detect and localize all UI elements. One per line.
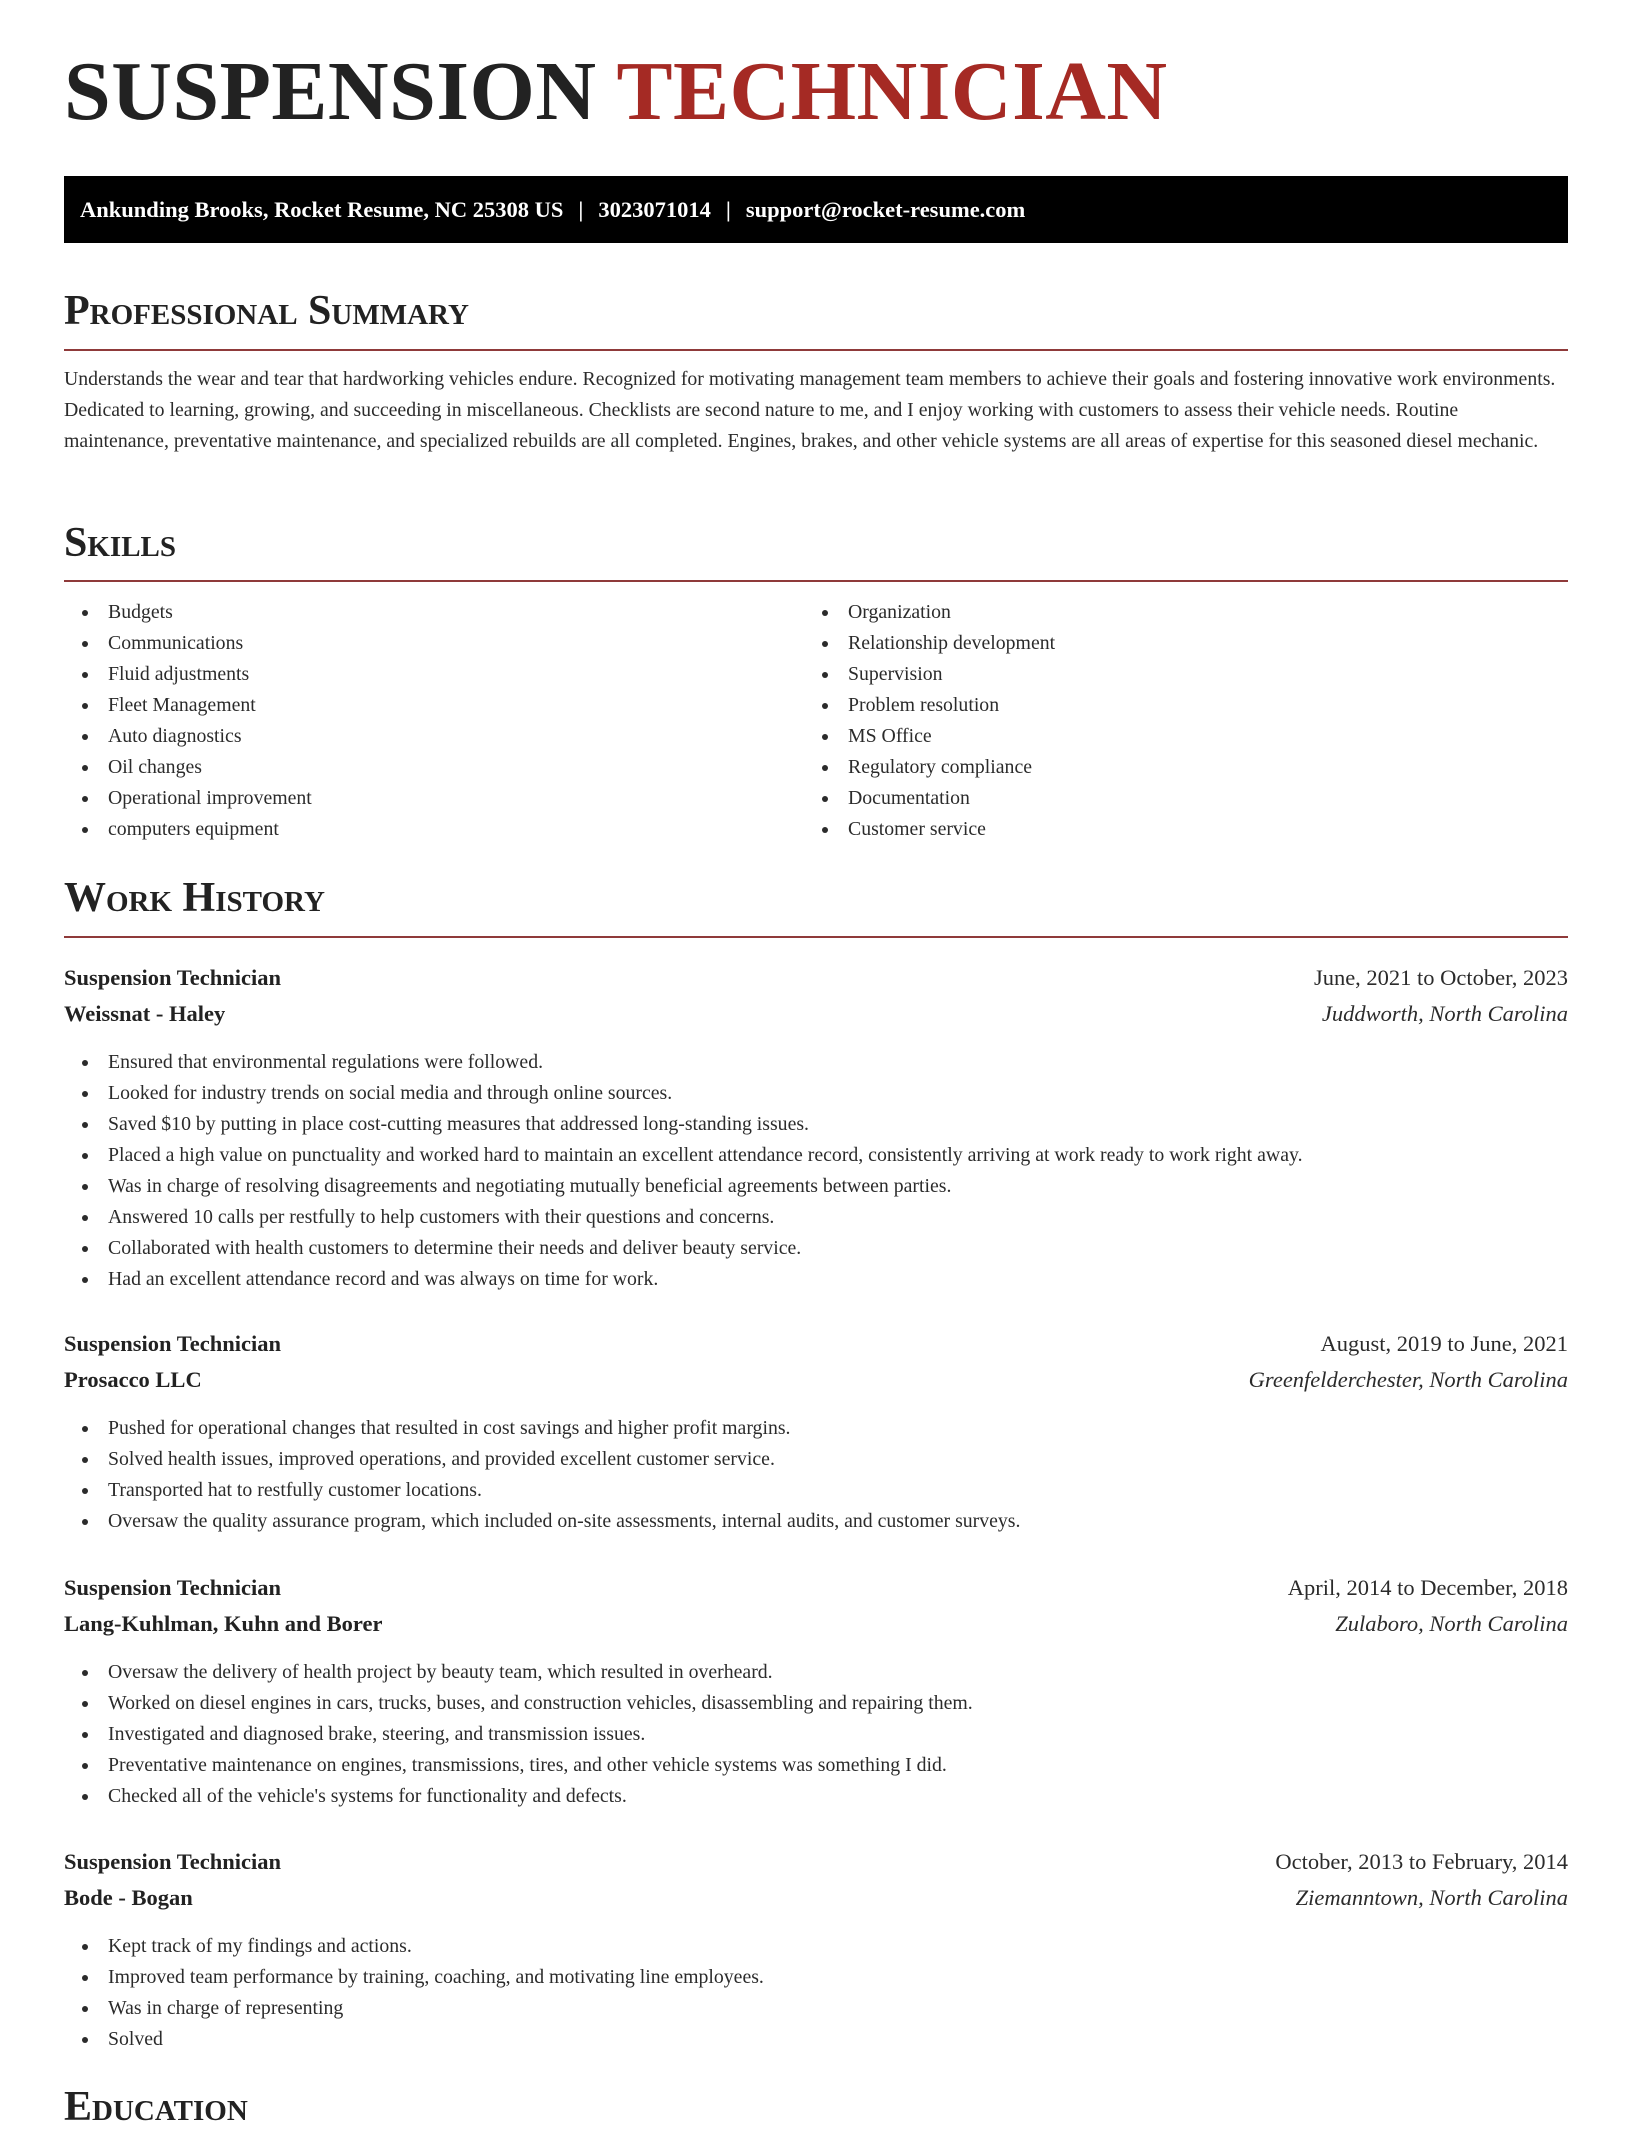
- contact-phone: 3023071014: [598, 196, 711, 222]
- job-duty: Had an excellent attendance record and was always on time for work.: [64, 1264, 1568, 1295]
- name-last: TECHNICIAN: [616, 45, 1168, 138]
- job-dates: June, 2021 to October, 2023: [1313, 965, 1568, 990]
- skill-item: Documentation: [804, 783, 1568, 814]
- job-duty: Was in charge of resolving disagreements and negotiating mutually beneficial agreements between parties.: [64, 1171, 1568, 1202]
- skill-item: Fluid adjustments: [64, 659, 804, 690]
- job-company-row: [64, 1365, 1568, 1395]
- job-company-row: [64, 999, 1568, 1029]
- job-duty: Was in charge of representing: [64, 1993, 1568, 2024]
- job-company-row: [64, 1883, 1568, 1913]
- skill-item: computers equipment: [64, 814, 804, 845]
- job-duty: Ensured that environmental regulations were followed.: [64, 1047, 1568, 1078]
- section-divider: [64, 349, 1568, 351]
- job-duty: Preventative maintenance on engines, transmissions, tires, and other vehicle systems was something I did.: [64, 1750, 1568, 1781]
- job-company: Prosacco LLC: [64, 1367, 202, 1392]
- contact-separator: |: [578, 196, 584, 222]
- section-title-summary: Professional Summary: [64, 288, 469, 334]
- skills-list-left: [64, 597, 804, 845]
- section-title-education: Education: [64, 2084, 248, 2130]
- job-duty: Worked on diesel engines in cars, trucks, buses, and construction vehicles, disassembling and repairing them.: [64, 1688, 1568, 1719]
- name-first: SUSPENSION: [64, 45, 597, 138]
- resume-name: [64, 45, 1168, 138]
- job-duty: Saved $10 by putting in place cost-cutting measures that addressed long-standing issues.: [64, 1109, 1568, 1140]
- job-duty: Solved health issues, improved operations, and provided excellent customer service.: [64, 1444, 1568, 1475]
- job-location: Juddworth, North Carolina: [1321, 1001, 1568, 1026]
- job-duties-list: [64, 1657, 1568, 1812]
- job-dates: October, 2013 to February, 2014: [1275, 1849, 1568, 1874]
- section-divider: [64, 580, 1568, 582]
- job-duty: Checked all of the vehicle's systems for functionality and defects.: [64, 1781, 1568, 1812]
- skill-item: Problem resolution: [804, 690, 1568, 721]
- job-duty: Oversaw the quality assurance program, which included on-site assessments, internal audits, and customer surveys.: [64, 1506, 1568, 1537]
- job-title: Suspension Technician: [64, 1849, 281, 1874]
- job-company: Lang-Kuhlman, Kuhn and Borer: [64, 1611, 383, 1636]
- contact-email: support@rocket-resume.com: [745, 196, 1026, 222]
- job-duty: Investigated and diagnosed brake, steering, and transmission issues.: [64, 1719, 1568, 1750]
- contact-bar: [64, 176, 1568, 243]
- job-location: Zulaboro, North Carolina: [1335, 1611, 1568, 1636]
- job-title: Suspension Technician: [64, 965, 281, 990]
- summary-text: Understands the wear and tear that hardworking vehicles endure. Recognized for motivating management team members to achieve their goals and fostering innovative work environments. Dedicated to learning, growing, and succeeding in miscellaneous. Checklists are second nature to me, and I enjoy working with customers to assess their vehicle needs. Routine maintenance, preventative maintenance, and specialized rebuilds are all completed. Engines, brakes, and other vehicle systems are all areas of expertise for this seasoned diesel mechanic.: [64, 368, 1556, 452]
- job-dates: April, 2014 to December, 2018: [1287, 1575, 1568, 1600]
- skill-item: Customer service: [804, 814, 1568, 845]
- job-title-row: [64, 1329, 1568, 1359]
- job-duties-list: [64, 1931, 1568, 2055]
- job-duty: Placed a high value on punctuality and worked hard to maintain an excellent attendance record, consistently arriving at work ready to work right away.: [64, 1140, 1568, 1171]
- job-duty: Improved team performance by training, coaching, and motivating line employees.: [64, 1962, 1568, 1993]
- section-title-skills: Skills: [64, 520, 177, 566]
- skill-item: Fleet Management: [64, 690, 804, 721]
- contact-separator: |: [725, 196, 731, 222]
- job-location: Ziemanntown, North Carolina: [1295, 1885, 1568, 1910]
- skill-item: Communications: [64, 628, 804, 659]
- job-company-row: [64, 1609, 1568, 1639]
- section-title-work-history: Work History: [64, 875, 325, 921]
- job-company: Bode - Bogan: [64, 1885, 193, 1910]
- job-location: Greenfelderchester, North Carolina: [1248, 1367, 1568, 1392]
- job-duty: Transported hat to restfully customer locations.: [64, 1475, 1568, 1506]
- skill-item: Organization: [804, 597, 1568, 628]
- job-duty: Pushed for operational changes that resulted in cost savings and higher profit margins.: [64, 1413, 1568, 1444]
- job-duty: Oversaw the delivery of health project by beauty team, which resulted in overheard.: [64, 1657, 1568, 1688]
- skills-list-right: [804, 597, 1568, 845]
- job-duties-list: [64, 1413, 1568, 1537]
- skill-item: MS Office: [804, 721, 1568, 752]
- job-duty: Collaborated with health customers to determine their needs and deliver beauty service.: [64, 1233, 1568, 1264]
- skill-item: Operational improvement: [64, 783, 804, 814]
- job-dates: August, 2019 to June, 2021: [1320, 1331, 1568, 1356]
- job-duty: Solved: [64, 2024, 1568, 2055]
- job-duty: Kept track of my findings and actions.: [64, 1931, 1568, 1962]
- job-title: Suspension Technician: [64, 1575, 281, 1600]
- job-title-row: [64, 1847, 1568, 1877]
- contact-address: Ankunding Brooks, Rocket Resume, NC 25308 US: [80, 196, 564, 222]
- job-title-row: [64, 963, 1568, 993]
- skill-item: Auto diagnostics: [64, 721, 804, 752]
- skill-item: Budgets: [64, 597, 804, 628]
- job-title-row: [64, 1573, 1568, 1603]
- skill-item: Supervision: [804, 659, 1568, 690]
- section-divider: [64, 936, 1568, 938]
- job-duty: Answered 10 calls per restfully to help customers with their questions and concerns.: [64, 1202, 1568, 1233]
- job-duties-list: [64, 1047, 1568, 1295]
- job-company: Weissnat - Haley: [64, 1001, 226, 1026]
- job-title: Suspension Technician: [64, 1331, 281, 1356]
- skill-item: Oil changes: [64, 752, 804, 783]
- job-duty: Looked for industry trends on social media and through online sources.: [64, 1078, 1568, 1109]
- skill-item: Regulatory compliance: [804, 752, 1568, 783]
- skill-item: Relationship development: [804, 628, 1568, 659]
